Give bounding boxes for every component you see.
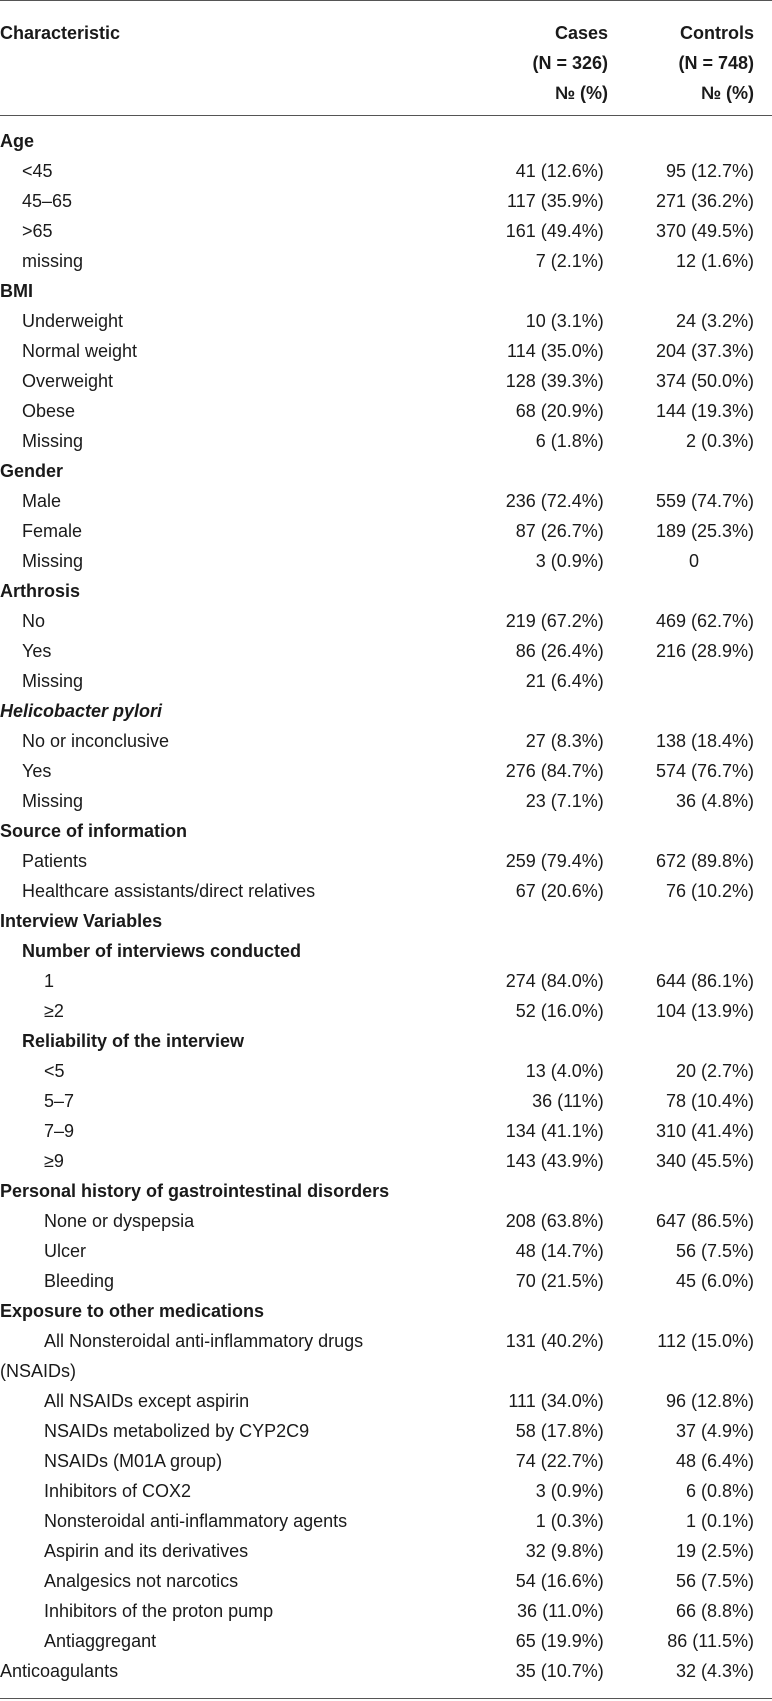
row-label: Missing [22, 671, 84, 691]
cases-value: 13 (4.0%) [525, 1061, 604, 1081]
row-label: Personal history of gastrointestinal disorders [0, 1181, 390, 1201]
table-row [0, 516, 772, 546]
controls-value: 1 (0.1%) [685, 1511, 754, 1531]
cases-value [485, 1296, 604, 1326]
row-label: Obese [22, 401, 76, 421]
controls-cell [604, 726, 772, 756]
row-label: Missing [22, 431, 84, 451]
bottom-rule [0, 1698, 772, 1699]
controls-value: 370 (49.5%) [655, 221, 754, 241]
controls-cell [604, 996, 772, 1026]
controls-cell [604, 1146, 772, 1176]
table-row [0, 1266, 772, 1296]
cases-value: 67 (20.6%) [515, 881, 604, 901]
row-label: Bleeding [44, 1271, 115, 1291]
cases-value [485, 1176, 604, 1206]
controls-value: 76 (10.2%) [665, 881, 754, 901]
controls-value: 672 (89.8%) [655, 851, 754, 871]
row-label: <45 [22, 161, 53, 181]
header-cases-title: Cases [554, 23, 608, 43]
cases-value: 117 (35.9%) [507, 191, 604, 211]
controls-value: 374 (50.0%) [655, 371, 754, 391]
header-controls-n: (N = 748) [678, 53, 754, 73]
controls-cell [604, 1446, 772, 1476]
row-label-text: All Nonsteroidal anti-inflammatory drugs (NSAIDs) [0, 1331, 364, 1381]
cases-value: 131 (40.2%) [505, 1331, 604, 1351]
row-label: All NSAIDs except aspirin [44, 1391, 250, 1411]
table-row [0, 186, 772, 216]
cases-value: 7 (2.1%) [535, 251, 604, 271]
controls-cell [604, 1656, 772, 1686]
controls-cell [604, 906, 772, 936]
cases-value: 41 (12.6%) [515, 161, 604, 181]
controls-cell [604, 876, 772, 906]
controls-cell [604, 576, 772, 606]
cases-value: 65 (19.9%) [515, 1631, 604, 1651]
controls-value: 647 (86.5%) [655, 1211, 754, 1231]
header-controls [634, 18, 754, 108]
cases-value [485, 1026, 604, 1056]
controls-cell [604, 1026, 772, 1056]
section-row [0, 456, 772, 486]
controls-value: 138 (18.4%) [655, 731, 754, 751]
controls-value: 574 (76.7%) [655, 761, 754, 781]
table-row [0, 1236, 772, 1266]
section-row [0, 276, 772, 306]
controls-value: 37 (4.9%) [675, 1421, 754, 1441]
top-rule [0, 0, 772, 1]
controls-cell [604, 366, 772, 396]
header-controls-title: Controls [680, 23, 754, 43]
row-label: Age [0, 131, 35, 151]
cases-value: 208 (63.8%) [505, 1211, 604, 1231]
controls-value: 104 (13.9%) [655, 1001, 754, 1021]
table-row [0, 216, 772, 246]
cases-value [485, 576, 604, 606]
table-row [0, 426, 772, 456]
cases-value: 111 (34.0%) [508, 1391, 604, 1411]
cases-value: 236 (72.4%) [505, 491, 604, 511]
header-cases-unit: № (%) [554, 83, 608, 103]
table-row [0, 1146, 772, 1176]
table-row [0, 546, 772, 576]
table-row [0, 1056, 772, 1086]
row-label: Number of interviews conducted [22, 941, 302, 961]
table-row [0, 1416, 772, 1446]
row-label: Inhibitors of COX2 [44, 1481, 192, 1501]
row-label: <5 [44, 1061, 65, 1081]
controls-cell [604, 1206, 772, 1236]
table-row [0, 1206, 772, 1236]
controls-value: 112 (15.0%) [657, 1331, 754, 1351]
row-label: missing [22, 251, 84, 271]
section-row [0, 126, 772, 156]
controls-value: 45 (6.0%) [675, 1271, 754, 1291]
cases-value [485, 456, 604, 486]
controls-value: 644 (86.1%) [655, 971, 754, 991]
controls-cell [604, 666, 772, 696]
row-label: Aspirin and its derivatives [44, 1541, 249, 1561]
controls-value: 56 (7.5%) [675, 1571, 754, 1591]
row-label: Anticoagulants [0, 1661, 119, 1681]
row-label: Reliability of the interview [22, 1031, 245, 1051]
row-label: Yes [22, 641, 52, 661]
section-row [0, 906, 772, 936]
header-cases [480, 18, 608, 108]
row-label: No [22, 611, 46, 631]
row-label: Healthcare assistants/direct relatives [22, 881, 316, 901]
subsection-row [0, 936, 772, 966]
cases-value [485, 816, 604, 846]
controls-cell [604, 516, 772, 546]
table-row [0, 1476, 772, 1506]
table-body [0, 126, 772, 1686]
row-label: Female [22, 521, 83, 541]
cases-value: 87 (26.7%) [515, 521, 604, 541]
controls-value: 340 (45.5%) [655, 1151, 754, 1171]
controls-value: 559 (74.7%) [655, 491, 754, 511]
row-label: Inhibitors of the proton pump [44, 1601, 274, 1621]
controls-cell [604, 1086, 772, 1116]
cases-value: 1 (0.3%) [535, 1511, 604, 1531]
row-label: ≥2 [44, 1001, 64, 1021]
table-row [0, 486, 772, 516]
controls-value: 24 (3.2%) [675, 311, 754, 331]
controls-cell [604, 426, 772, 456]
row-label: 7–9 [44, 1121, 75, 1141]
section-row [0, 576, 772, 606]
table-row [0, 1386, 772, 1416]
controls-value: 48 (6.4%) [675, 1451, 754, 1471]
controls-cell [604, 816, 772, 846]
cases-value: 6 (1.8%) [535, 431, 604, 451]
cases-value: 276 (84.7%) [505, 761, 604, 781]
cases-value [485, 906, 604, 936]
controls-cell [604, 336, 772, 366]
table-row [0, 246, 772, 276]
cases-value [485, 936, 604, 966]
cases-value: 74 (22.7%) [515, 1451, 604, 1471]
controls-cell [604, 1566, 772, 1596]
controls-cell [604, 756, 772, 786]
row-label: Missing [22, 791, 84, 811]
controls-value: 95 (12.7%) [665, 161, 754, 181]
cases-value [485, 126, 604, 156]
controls-value: 32 (4.3%) [675, 1661, 754, 1681]
table-row [0, 156, 772, 186]
row-label: 45–65 [22, 191, 73, 211]
cases-value: 36 (11%) [532, 1091, 604, 1111]
controls-cell [604, 216, 772, 246]
controls-value: 204 (37.3%) [655, 341, 754, 361]
controls-cell [604, 1506, 772, 1536]
cases-value: 3 (0.9%) [535, 1481, 604, 1501]
controls-cell [604, 936, 772, 966]
row-label: Male [22, 491, 62, 511]
row-label: Helicobacter pylori [0, 701, 163, 721]
row-label: Normal weight [22, 341, 138, 361]
controls-cell [604, 156, 772, 186]
table-row [0, 1326, 772, 1386]
row-label: BMI [0, 281, 33, 301]
controls-value: 96 (12.8%) [665, 1391, 754, 1411]
table-row [0, 1536, 772, 1566]
cases-value: 52 (16.0%) [515, 1001, 604, 1021]
controls-cell [604, 276, 772, 306]
table-row [0, 1656, 772, 1686]
section-row [0, 696, 772, 726]
header-controls-unit: № (%) [700, 83, 754, 103]
table-row [0, 606, 772, 636]
cases-value: 32 (9.8%) [525, 1541, 604, 1561]
cases-value: 48 (14.7%) [515, 1241, 604, 1261]
table-row [0, 846, 772, 876]
row-label: >65 [22, 221, 53, 241]
controls-cell [604, 1116, 772, 1146]
cases-value: 10 (3.1%) [525, 311, 604, 331]
controls-cell [604, 846, 772, 876]
row-label: Overweight [22, 371, 114, 391]
table-row [0, 1116, 772, 1146]
row-label: NSAIDs metabolized by CYP2C9 [44, 1421, 310, 1441]
controls-value: 144 (19.3%) [655, 401, 754, 421]
cases-value: 114 (35.0%) [507, 341, 604, 361]
table-row [0, 396, 772, 426]
controls-cell [604, 606, 772, 636]
controls-cell [604, 546, 772, 576]
cases-value: 70 (21.5%) [515, 1271, 604, 1291]
row-label: 5–7 [44, 1091, 75, 1111]
section-row [0, 816, 772, 846]
controls-cell [604, 1266, 772, 1296]
cases-value: 274 (84.0%) [505, 971, 604, 991]
controls-value: 310 (41.4%) [655, 1121, 754, 1141]
row-label: 1 [44, 971, 55, 991]
table-row [0, 726, 772, 756]
cases-value: 36 (11.0%) [517, 1601, 604, 1621]
row-label: Missing [22, 551, 84, 571]
row-label: Yes [22, 761, 52, 781]
row-label: Antiaggregant [44, 1631, 157, 1651]
cases-value: 219 (67.2%) [505, 611, 604, 631]
row-label: Arthrosis [0, 581, 81, 601]
controls-value: 216 (28.9%) [655, 641, 754, 661]
controls-value: 0 [688, 551, 699, 571]
cases-value: 259 (79.4%) [505, 851, 604, 871]
controls-cell [604, 696, 772, 726]
row-label: NSAIDs (M01A group) [44, 1451, 223, 1471]
header-cases-n: (N = 326) [532, 53, 608, 73]
table-row [0, 1086, 772, 1116]
row-label: Interview Variables [0, 911, 163, 931]
row-label [0, 1326, 485, 1386]
controls-cell [604, 1626, 772, 1656]
controls-value: 12 (1.6%) [675, 251, 754, 271]
row-label: Patients [22, 851, 88, 871]
controls-cell [604, 1416, 772, 1446]
row-label: Exposure to other medications [0, 1301, 265, 1321]
table-row [0, 366, 772, 396]
cases-value: 86 (26.4%) [515, 641, 604, 661]
row-label: None or dyspepsia [44, 1211, 195, 1231]
cases-value: 58 (17.8%) [515, 1421, 604, 1441]
table-row [0, 876, 772, 906]
cases-value: 128 (39.3%) [505, 371, 604, 391]
controls-cell [604, 1296, 772, 1326]
cases-value [485, 276, 604, 306]
table-row [0, 1506, 772, 1536]
row-label: Ulcer [44, 1241, 87, 1261]
table-row [0, 1626, 772, 1656]
controls-value: 469 (62.7%) [655, 611, 754, 631]
table-row [0, 1566, 772, 1596]
controls-cell [604, 1176, 772, 1206]
controls-cell [604, 966, 772, 996]
cases-value: 23 (7.1%) [525, 791, 604, 811]
controls-cell [604, 186, 772, 216]
controls-cell [604, 1536, 772, 1566]
controls-cell [604, 1326, 772, 1386]
controls-cell [604, 306, 772, 336]
controls-cell [604, 396, 772, 426]
table-row [0, 786, 772, 816]
header-rule [0, 115, 772, 116]
row-label: Nonsteroidal anti-inflammatory agents [44, 1511, 348, 1531]
cases-value: 27 (8.3%) [525, 731, 604, 751]
cases-value: 3 (0.9%) [535, 551, 604, 571]
cases-value [485, 696, 604, 726]
controls-cell [604, 1236, 772, 1266]
controls-cell [604, 1056, 772, 1086]
table-row [0, 1446, 772, 1476]
controls-cell [604, 1386, 772, 1416]
row-label: ≥9 [44, 1151, 64, 1171]
controls-value: 66 (8.8%) [675, 1601, 754, 1621]
controls-value: 20 (2.7%) [675, 1061, 754, 1081]
controls-cell [604, 1476, 772, 1506]
controls-value: 78 (10.4%) [665, 1091, 754, 1111]
cases-value: 54 (16.6%) [515, 1571, 604, 1591]
table-row [0, 1596, 772, 1626]
row-label: Source of information [0, 821, 188, 841]
table-row [0, 666, 772, 696]
controls-cell [604, 786, 772, 816]
row-label: No or inconclusive [22, 731, 170, 751]
row-label: Analgesics not narcotics [44, 1571, 239, 1591]
controls-value: 6 (0.8%) [685, 1481, 754, 1501]
table-row [0, 996, 772, 1026]
controls-cell [604, 636, 772, 666]
controls-cell [604, 486, 772, 516]
controls-cell [604, 1596, 772, 1626]
controls-cell [604, 246, 772, 276]
cases-value: 143 (43.9%) [505, 1151, 604, 1171]
table-row [0, 636, 772, 666]
cases-value: 161 (49.4%) [505, 221, 604, 241]
controls-value: 86 (11.5%) [667, 1631, 754, 1651]
controls-value: 2 (0.3%) [685, 431, 754, 451]
table-row [0, 336, 772, 366]
controls-value: 271 (36.2%) [655, 191, 754, 211]
table-row [0, 756, 772, 786]
section-row [0, 1296, 772, 1326]
controls-cell [604, 126, 772, 156]
controls-cell [604, 456, 772, 486]
controls-value: 56 (7.5%) [675, 1241, 754, 1261]
row-label: Gender [0, 461, 64, 481]
header-characteristic: Characteristic [0, 23, 121, 43]
cases-value: 21 (6.4%) [525, 671, 604, 691]
cases-value: 35 (10.7%) [515, 1661, 604, 1681]
controls-value: 36 (4.8%) [675, 791, 754, 811]
row-label: Underweight [22, 311, 124, 331]
characteristics-table [0, 126, 772, 1686]
controls-value: 189 (25.3%) [655, 521, 754, 541]
cases-value: 134 (41.1%) [505, 1121, 604, 1141]
table-row [0, 966, 772, 996]
subsection-row [0, 1026, 772, 1056]
table-row [0, 306, 772, 336]
section-row [0, 1176, 772, 1206]
controls-value: 19 (2.5%) [675, 1541, 754, 1561]
cases-value: 68 (20.9%) [515, 401, 604, 421]
